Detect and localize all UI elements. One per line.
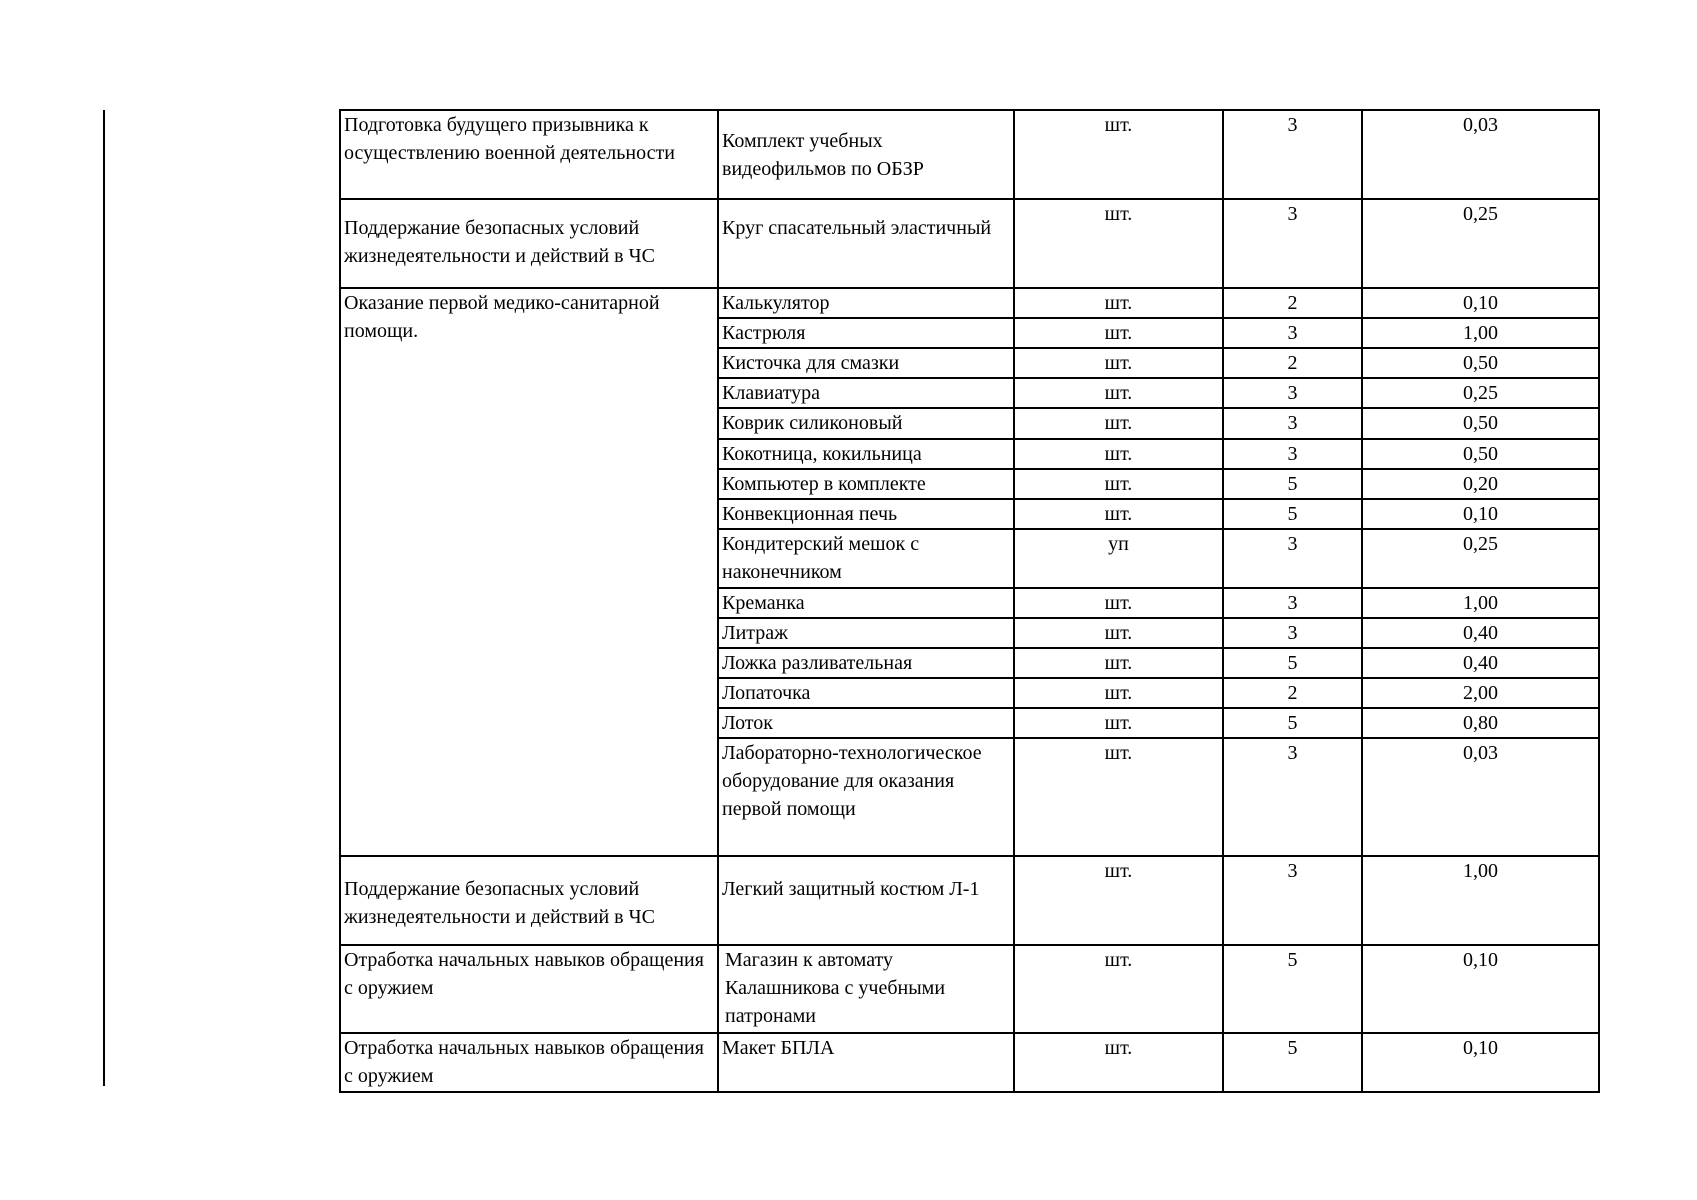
activity-cell: Отработка начальных навыков обращения с оружием — [340, 945, 718, 1033]
unit-cell: шт. — [1014, 378, 1223, 408]
value-cell: 0,25 — [1362, 199, 1599, 288]
qty-cell: 5 — [1223, 648, 1362, 678]
value-cell: 0,40 — [1362, 618, 1599, 648]
qty-cell: 3 — [1223, 588, 1362, 618]
unit-cell: шт. — [1014, 199, 1223, 288]
unit-cell: шт. — [1014, 618, 1223, 648]
item-cell: Лопаточка — [718, 678, 1014, 708]
item-cell: Кондитерский мешок с наконечником — [718, 529, 1014, 588]
unit-cell: шт. — [1014, 408, 1223, 439]
value-cell: 2,00 — [1362, 678, 1599, 708]
item-cell: Магазин к автомату Калашникова с учебными патронами — [718, 945, 1014, 1033]
qty-cell: 3 — [1223, 110, 1362, 199]
qty-cell: 5 — [1223, 469, 1362, 499]
value-cell: 0,25 — [1362, 378, 1599, 408]
unit-cell: шт. — [1014, 856, 1223, 945]
item-cell: Кисточка для смазки — [718, 348, 1014, 378]
value-cell: 0,25 — [1362, 529, 1599, 588]
value-cell: 1,00 — [1362, 318, 1599, 348]
qty-cell: 3 — [1223, 408, 1362, 439]
value-cell: 0,10 — [1362, 288, 1599, 318]
item-cell: Ложка разливательная — [718, 648, 1014, 678]
item-cell: Лабораторно-технологическое оборудование для оказания первой помощи — [718, 738, 1014, 856]
qty-cell: 3 — [1223, 529, 1362, 588]
item-cell: Легкий защитный костюм Л-1 — [718, 856, 1014, 945]
table-row — [340, 288, 1599, 318]
unit-cell: шт. — [1014, 499, 1223, 529]
item-cell: Литраж — [718, 618, 1014, 648]
value-cell: 0,10 — [1362, 1033, 1599, 1092]
value-cell: 0,10 — [1362, 945, 1599, 1033]
value-cell: 0,40 — [1362, 648, 1599, 678]
value-cell: 0,50 — [1362, 439, 1599, 469]
item-cell: Калькулятор — [718, 288, 1014, 318]
table-row — [340, 1033, 1599, 1092]
unit-cell: шт. — [1014, 288, 1223, 318]
unit-cell: уп — [1014, 529, 1223, 588]
qty-cell: 2 — [1223, 678, 1362, 708]
unit-cell: шт. — [1014, 348, 1223, 378]
table-row — [340, 856, 1599, 945]
unit-cell: шт. — [1014, 318, 1223, 348]
qty-cell: 2 — [1223, 348, 1362, 378]
value-cell: 0,20 — [1362, 469, 1599, 499]
qty-cell: 5 — [1223, 1033, 1362, 1092]
item-cell: Кокотница, кокильница — [718, 439, 1014, 469]
unit-cell: шт. — [1014, 708, 1223, 738]
value-cell: 0,80 — [1362, 708, 1599, 738]
unit-cell: шт. — [1014, 648, 1223, 678]
item-cell: Лоток — [718, 708, 1014, 738]
unit-cell: шт. — [1014, 469, 1223, 499]
activity-cell: Поддержание безопасных условий жизнедеятельности и действий в ЧС — [340, 199, 718, 288]
table-row — [340, 945, 1599, 1033]
item-cell: Коврик силиконовый — [718, 408, 1014, 439]
unit-cell: шт. — [1014, 678, 1223, 708]
unit-cell: шт. — [1014, 1033, 1223, 1092]
qty-cell: 2 — [1223, 288, 1362, 318]
value-cell: 0,03 — [1362, 110, 1599, 199]
table-row — [340, 110, 1599, 199]
qty-cell: 5 — [1223, 499, 1362, 529]
margin-line — [103, 110, 105, 1086]
qty-cell: 5 — [1223, 945, 1362, 1033]
item-cell: Компьютер в комплекте — [718, 469, 1014, 499]
qty-cell: 3 — [1223, 738, 1362, 856]
unit-cell: шт. — [1014, 945, 1223, 1033]
item-cell: Конвекционная печь — [718, 499, 1014, 529]
item-cell: Клавиатура — [718, 378, 1014, 408]
qty-cell: 5 — [1223, 708, 1362, 738]
unit-cell: шт. — [1014, 588, 1223, 618]
qty-cell: 3 — [1223, 856, 1362, 945]
item-cell: Комплект учебных видеофильмов по ОБЗР — [718, 110, 1014, 199]
qty-cell: 3 — [1223, 378, 1362, 408]
activity-cell: Отработка начальных навыков обращения с оружием — [340, 1033, 718, 1092]
value-cell: 1,00 — [1362, 856, 1599, 945]
table-row — [340, 199, 1599, 288]
value-cell: 1,00 — [1362, 588, 1599, 618]
item-cell: Макет БПЛА — [718, 1033, 1014, 1092]
value-cell: 0,50 — [1362, 408, 1599, 439]
qty-cell: 3 — [1223, 318, 1362, 348]
unit-cell: шт. — [1014, 738, 1223, 856]
item-cell: Кастрюля — [718, 318, 1014, 348]
value-cell: 0,10 — [1362, 499, 1599, 529]
activity-cell: Оказание первой медико-санитарной помощи. — [340, 288, 718, 856]
item-cell: Креманка — [718, 588, 1014, 618]
item-cell: Круг спасательный эластичный — [718, 199, 1014, 288]
qty-cell: 3 — [1223, 439, 1362, 469]
qty-cell: 3 — [1223, 618, 1362, 648]
activity-cell: Подготовка будущего призывника к осуществлению военной деятельности — [340, 110, 718, 199]
unit-cell: шт. — [1014, 110, 1223, 199]
unit-cell: шт. — [1014, 439, 1223, 469]
qty-cell: 3 — [1223, 199, 1362, 288]
value-cell: 0,50 — [1362, 348, 1599, 378]
activity-cell: Поддержание безопасных условий жизнедеятельности и действий в ЧС — [340, 856, 718, 945]
equipment-table — [339, 109, 1600, 1093]
value-cell: 0,03 — [1362, 738, 1599, 856]
